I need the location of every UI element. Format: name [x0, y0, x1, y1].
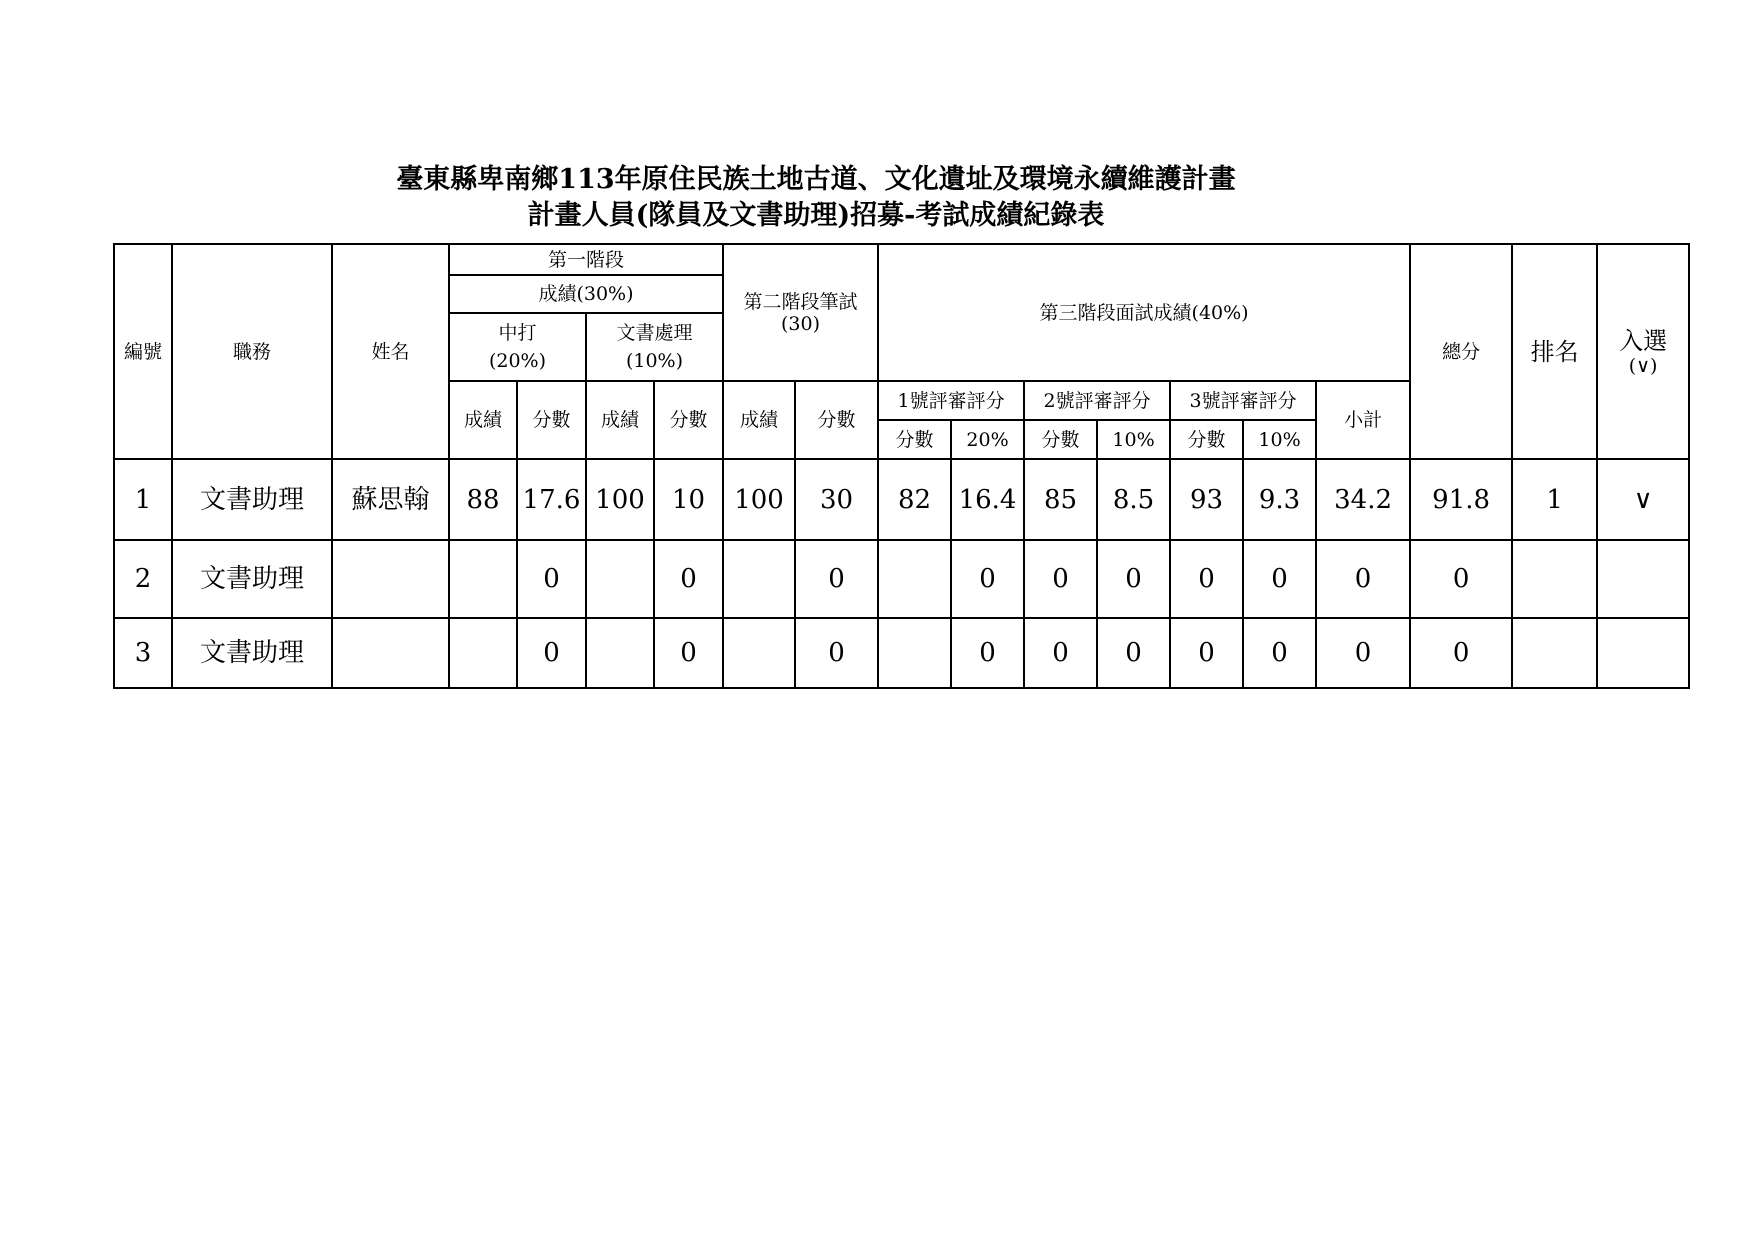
header-total: 總分: [1410, 244, 1512, 459]
table-row: [114, 459, 1689, 540]
header-rank: 排名: [1512, 244, 1597, 459]
header-subtotal: 小計: [1316, 381, 1410, 459]
header-j1-pct: 20%: [951, 420, 1024, 459]
header-judge2: 2號評審評分: [1024, 381, 1170, 420]
cell-doc-grade: [586, 618, 654, 688]
cell-doc-points: 0: [654, 618, 723, 688]
header-id: 編號: [114, 244, 172, 459]
header-docproc: [586, 313, 723, 381]
header-position: 職務: [172, 244, 332, 459]
header-judge3: 3號評審評分: [1170, 381, 1316, 420]
cell-subtotal: 0: [1316, 540, 1410, 618]
cell-j2-weighted: 0: [1097, 618, 1170, 688]
header-j1-points: 分數: [878, 420, 951, 459]
header-doc-grade: 成績: [586, 381, 654, 459]
cell-id: 1: [114, 459, 172, 540]
header-docproc-pct: (10%): [625, 350, 684, 372]
header-stage3: 第三階段面試成績(40%): [878, 244, 1410, 381]
header-judge1: 1號評審評分: [878, 381, 1024, 420]
document-title: 臺東縣卑南鄉113年原住民族土地古道、文化遺址及環境永續維護計畫: [396, 164, 1236, 195]
cell-total: 0: [1410, 540, 1512, 618]
cell-j3-points: 93: [1170, 459, 1243, 540]
header-stage2-pct: (30): [781, 312, 821, 335]
table-row: [114, 540, 1689, 618]
header-doc-points: 分數: [654, 381, 723, 459]
cell-j1-weighted: 0: [951, 540, 1024, 618]
cell-written-points: 0: [795, 618, 878, 688]
cell-position: 文書助理: [172, 618, 332, 688]
header-j2-pct: 10%: [1097, 420, 1170, 459]
cell-rank: 1: [1512, 459, 1597, 540]
header-stage2: [723, 244, 878, 381]
cell-j2-weighted: 8.5: [1097, 459, 1170, 540]
table-row: [114, 618, 1689, 688]
cell-subtotal: 34.2: [1316, 459, 1410, 540]
cell-doc-points: 0: [654, 540, 723, 618]
cell-j2-points: 0: [1024, 540, 1097, 618]
cell-rank: [1512, 618, 1597, 688]
cell-written-grade: [723, 540, 795, 618]
cell-selected: [1597, 618, 1689, 688]
cell-id: 3: [114, 618, 172, 688]
header-j2-points: 分數: [1024, 420, 1097, 459]
header-typing-grade: 成績: [449, 381, 517, 459]
cell-doc-grade: 100: [586, 459, 654, 540]
cell-total: 0: [1410, 618, 1512, 688]
cell-j3-weighted: 0: [1243, 540, 1316, 618]
cell-j1-points: [878, 618, 951, 688]
cell-position: 文書助理: [172, 459, 332, 540]
cell-written-grade: [723, 618, 795, 688]
cell-j1-points: 82: [878, 459, 951, 540]
cell-typing-grade: [449, 540, 517, 618]
header-j3-points: 分數: [1170, 420, 1243, 459]
exam-score-table: [113, 243, 1690, 689]
header-name: 姓名: [332, 244, 449, 459]
cell-name: 蘇思翰: [332, 459, 449, 540]
header-stage1: 第一階段: [449, 244, 723, 275]
cell-doc-grade: [586, 540, 654, 618]
cell-written-grade: 100: [723, 459, 795, 540]
cell-j1-weighted: 16.4: [951, 459, 1024, 540]
cell-j1-weighted: 0: [951, 618, 1024, 688]
header-docproc-label: 文書處理: [616, 322, 693, 344]
cell-j3-points: 0: [1170, 618, 1243, 688]
cell-total: 91.8: [1410, 459, 1512, 540]
cell-selected: [1597, 540, 1689, 618]
header-selected-mark: (∨): [1628, 354, 1658, 377]
cell-j3-weighted: 0: [1243, 618, 1316, 688]
cell-selected: ∨: [1597, 459, 1689, 540]
cell-written-points: 30: [795, 459, 878, 540]
header-selected-label: 入選: [1619, 326, 1668, 355]
header-j3-pct: 10%: [1243, 420, 1316, 459]
header-written-points: 分數: [795, 381, 878, 459]
header-stage2-label: 第二階段筆試: [743, 290, 858, 313]
cell-j1-points: [878, 540, 951, 618]
cell-subtotal: 0: [1316, 618, 1410, 688]
cell-j2-weighted: 0: [1097, 540, 1170, 618]
cell-j2-points: 0: [1024, 618, 1097, 688]
header-typing-points: 分數: [517, 381, 586, 459]
cell-j2-points: 85: [1024, 459, 1097, 540]
document-subtitle: 計畫人員(隊員及文書助理)招募-考試成績紀錄表: [527, 200, 1105, 231]
cell-id: 2: [114, 540, 172, 618]
cell-typing-points: 0: [517, 540, 586, 618]
cell-typing-grade: 88: [449, 459, 517, 540]
cell-typing-grade: [449, 618, 517, 688]
header-stage1-score: 成績(30%): [449, 275, 723, 313]
header-typing: [449, 313, 586, 381]
header-typing-pct: (20%): [488, 350, 547, 372]
header-typing-label: 中打: [498, 322, 537, 344]
cell-written-points: 0: [795, 540, 878, 618]
cell-doc-points: 10: [654, 459, 723, 540]
header-selected: [1597, 244, 1689, 459]
cell-j3-weighted: 9.3: [1243, 459, 1316, 540]
cell-name: [332, 540, 449, 618]
cell-typing-points: 0: [517, 618, 586, 688]
header-written-grade: 成績: [723, 381, 795, 459]
cell-typing-points: 17.6: [517, 459, 586, 540]
cell-j3-points: 0: [1170, 540, 1243, 618]
cell-name: [332, 618, 449, 688]
cell-position: 文書助理: [172, 540, 332, 618]
cell-rank: [1512, 540, 1597, 618]
